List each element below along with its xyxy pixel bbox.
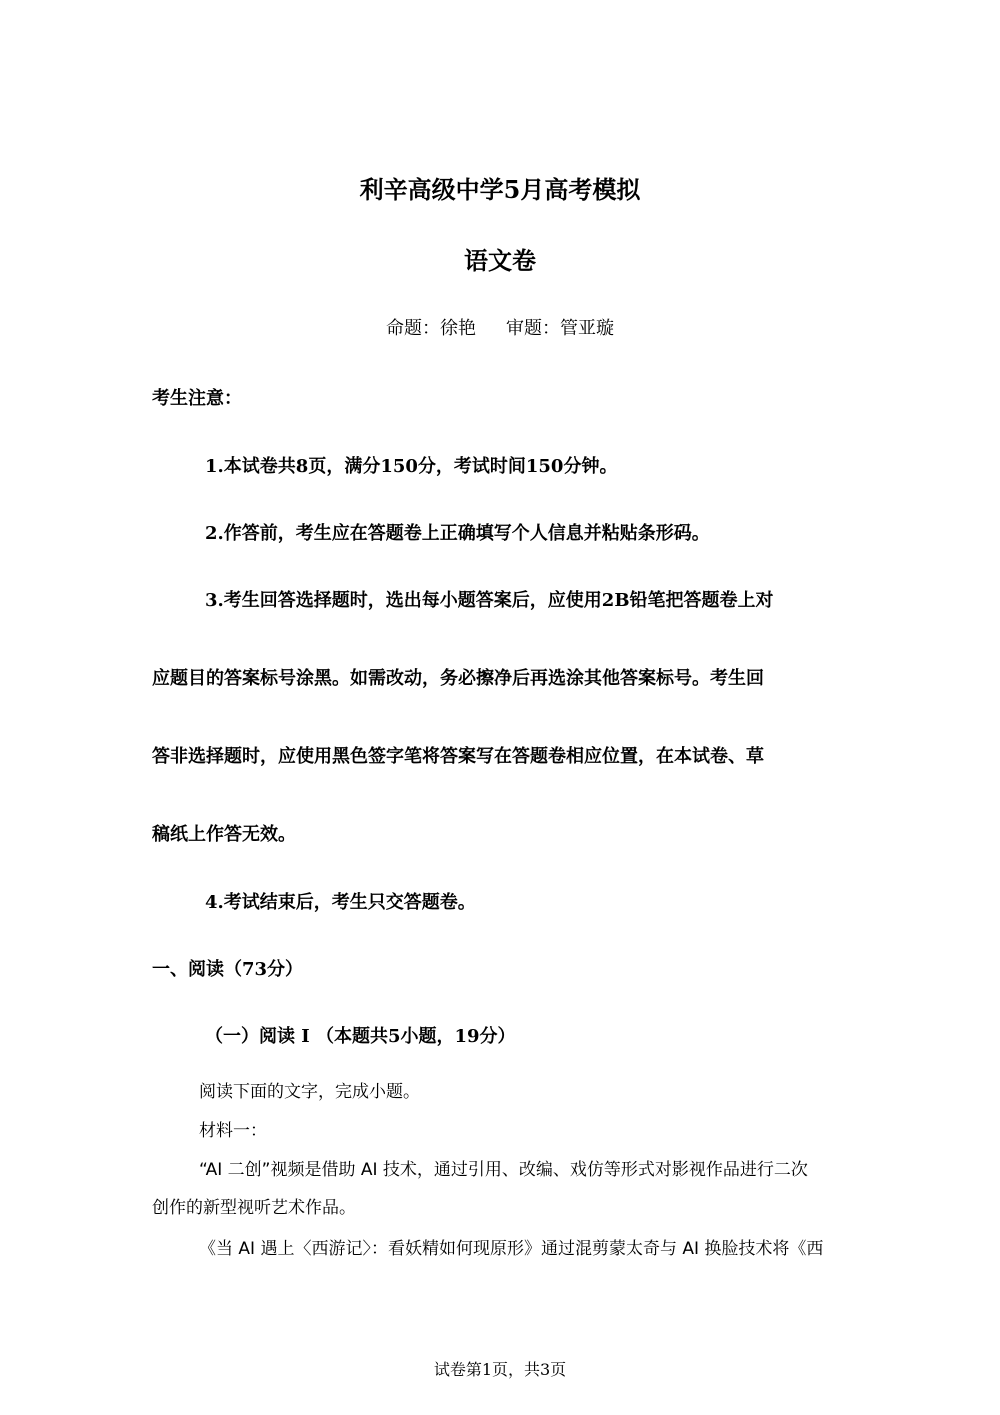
exam-subtitle: 语文卷 xyxy=(464,246,536,275)
notice-item-1: 1.本试卷共8页，满分150分，考试时间150分钟。 xyxy=(205,456,618,477)
reading-instruction: 阅读下面的文字，完成小题。 xyxy=(199,1082,420,1102)
notice-item-3-line: 应题目的答案标号涂黑。如需改动，务必擦净后再选涂其他答案标号。考生回 xyxy=(152,668,764,689)
notice-heading: 考生注意： xyxy=(152,388,242,409)
page-footer: 试卷第1页，共3页 xyxy=(433,1360,567,1379)
exam-title: 利辛高级中学5月高考模拟 xyxy=(359,175,641,204)
exam-authors xyxy=(0,314,1000,340)
reviewer-label: 审题：管亚璇 xyxy=(506,318,614,339)
notice-item-3-line: 3.考生回答选择题时，选出每小题答案后，应使用2B铅笔把答题卷上对 xyxy=(205,590,774,611)
notice-item-3-line: 答非选择题时，应使用黑色签字笔将答案写在答题卷相应位置，在本试卷、草 xyxy=(152,746,764,767)
section-heading: 一、阅读（73分） xyxy=(152,959,304,980)
notice-item-3-line: 稿纸上作答无效。 xyxy=(152,824,296,845)
subsection-heading: （一）阅读 I （本题共5小题，19分） xyxy=(205,1026,516,1047)
material-paragraph-line: 《当 AI 遇上〈西游记〉：看妖精如何现原形》通过混剪蒙太奇与 AI 换脸技术将《西 xyxy=(199,1239,824,1259)
notice-item-2: 2.作答前，考生应在答题卷上正确填写个人信息并粘贴条形码。 xyxy=(205,523,710,544)
material-paragraph-line: “AI 二创”视频是借助 AI 技术，通过引用、改编、戏仿等形式对影视作品进行二次 xyxy=(199,1160,808,1180)
material-paragraph-line: 创作的新型视听艺术作品。 xyxy=(152,1198,356,1218)
notice-item-4: 4.考试结束后，考生只交答题卷。 xyxy=(205,892,476,913)
material-label: 材料一： xyxy=(199,1121,267,1141)
setter-label: 命题：徐艳 xyxy=(386,318,476,339)
